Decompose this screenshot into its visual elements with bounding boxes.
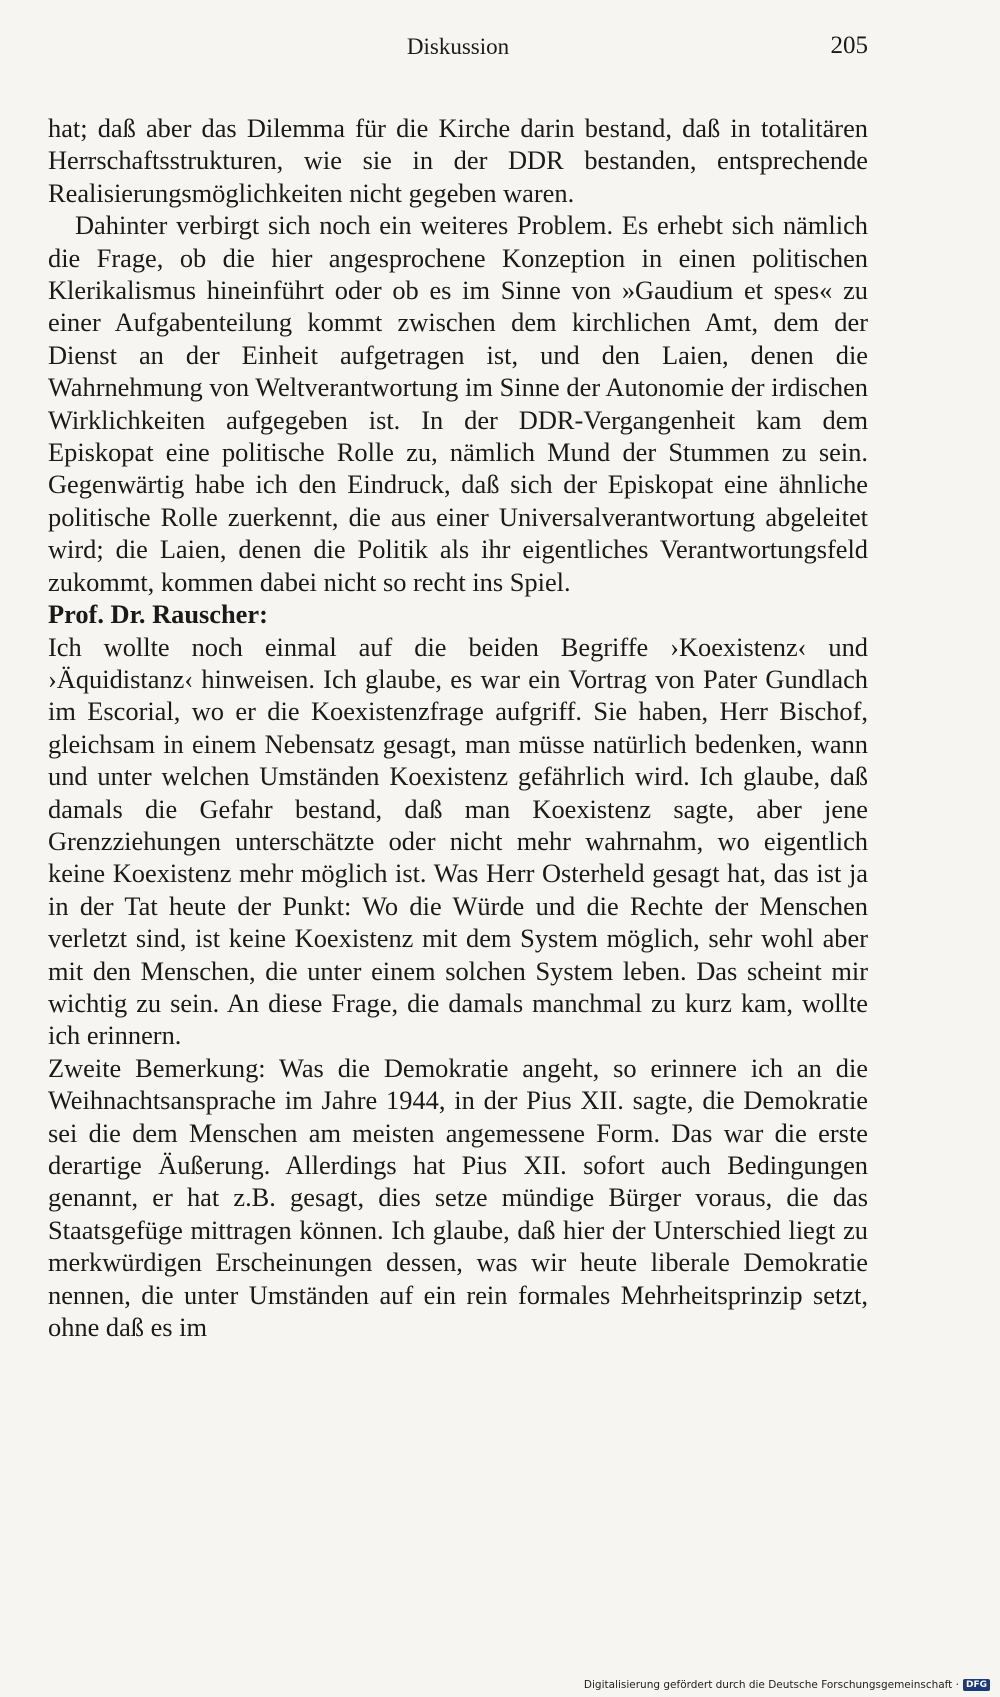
speaker-heading: Prof. Dr. Rauscher: — [48, 599, 268, 630]
credit-text: Digitalisierung gefördert durch die Deutsche Forschungsgemeinschaft · — [583, 1679, 959, 1691]
body-text — [48, 112, 868, 1343]
digitization-credit — [584, 1679, 990, 1691]
paragraph-problem: Dahinter verbirgt sich noch ein weiteres Problem. Es erhebt sich nämlich die Frage, ob die hier angesprochene Konzeption in einen politischen Klerikalismus hineinführt oder ob es im Sinne von »Gaudium et spes« zu einer Aufgabenteilung kommt zwischen dem kirchlichen Amt, dem der Dienst an der Einheit aufgetragen ist, und den Laien, denen die Wahrnehmung von Weltverantwortung im Sinne der Autonomie der irdischen Wirklichkeiten aufgegeben ist. In der DDR-Vergangenheit kam dem Episkopat eine politische Rolle zu, nämlich Mund der Stummen zu sein. Gegenwärtig habe ich den Eindruck, daß sich der Episkopat eine ähnliche politische Rolle zuerkennt, die aus einer Universalverantwortung abgeleitet wird; die Laien, denen die Politik als ihr eigentliches Verantwortungsfeld zukommt, kommen dabei nicht so recht ins Spiel. — [48, 210, 868, 597]
dfg-logo-icon: DFG — [963, 1679, 990, 1691]
page-header — [48, 30, 868, 70]
paragraph-koexistenz: Ich wollte noch einmal auf die beiden Begriffe ›Koexistenz‹ und ›Äquidistanz‹ hinweisen. Ich glaube, es war ein Vortrag von Pater Gundlach im Escorial, wo er die Koexistenzfrage aufgriff. Sie haben, Herr Bischof, gleichsam in einem Nebensatz gesagt, man müsse natürlich bedenken, wann und unter welchen Umständen Koexistenz gefährlich wird. Ich glaube, daß damals die Gefahr bestand, daß man Koexistenz sagte, aber jene Grenzziehungen unterschätzte oder nicht mehr wahrnahm, wo eigentlich keine Koexistenz mehr möglich ist. Was Herr Osterheld gesagt hat, das ist ja in der Tat heute der Punkt: Wo die Würde und die Rechte der Menschen verletzt sind, ist keine Koexistenz mit dem System möglich, sehr wohl aber mit den Menschen, die unter einem solchen System leben. Das scheint mir wichtig zu sein. An diese Frage, die damals manchmal zu kurz kam, wollte ich erinnern. — [48, 631, 868, 1051]
paragraph-demokratie: Zweite Bemerkung: Was die Demokratie angeht, so erinnere ich an die Weihnachtsansprache im Jahre 1944, in der Pius XII. sagte, die Demokratie sei die dem Menschen am meisten angemessene Form. Das war die erste derartige Äußerung. Allerdings hat Pius XII. sofort auch Bedingungen genannt, er hat z.B. gesagt, dies setze mündige Bürger voraus, die das Staatsgefüge mittragen können. Ich glaube, daß hier der Unterschied liegt zu merkwürdigen Erscheinungen dessen, was wir heute liberale Demokratie nennen, die unter Umständen auf ein rein formales Mehrheitsprinzip setzt, ohne daß es im — [48, 1052, 868, 1343]
paragraph-continuation: hat; daß aber das Dilemma für die Kirche darin bestand, daß in totalitären Herrschaftsstrukturen, wie sie in der DDR bestanden, entsprechende Realisierungsmöglichkeiten nicht gegeben waren. — [48, 113, 868, 208]
running-title: Diskussion — [406, 34, 510, 59]
page-number: 205 — [830, 32, 868, 59]
